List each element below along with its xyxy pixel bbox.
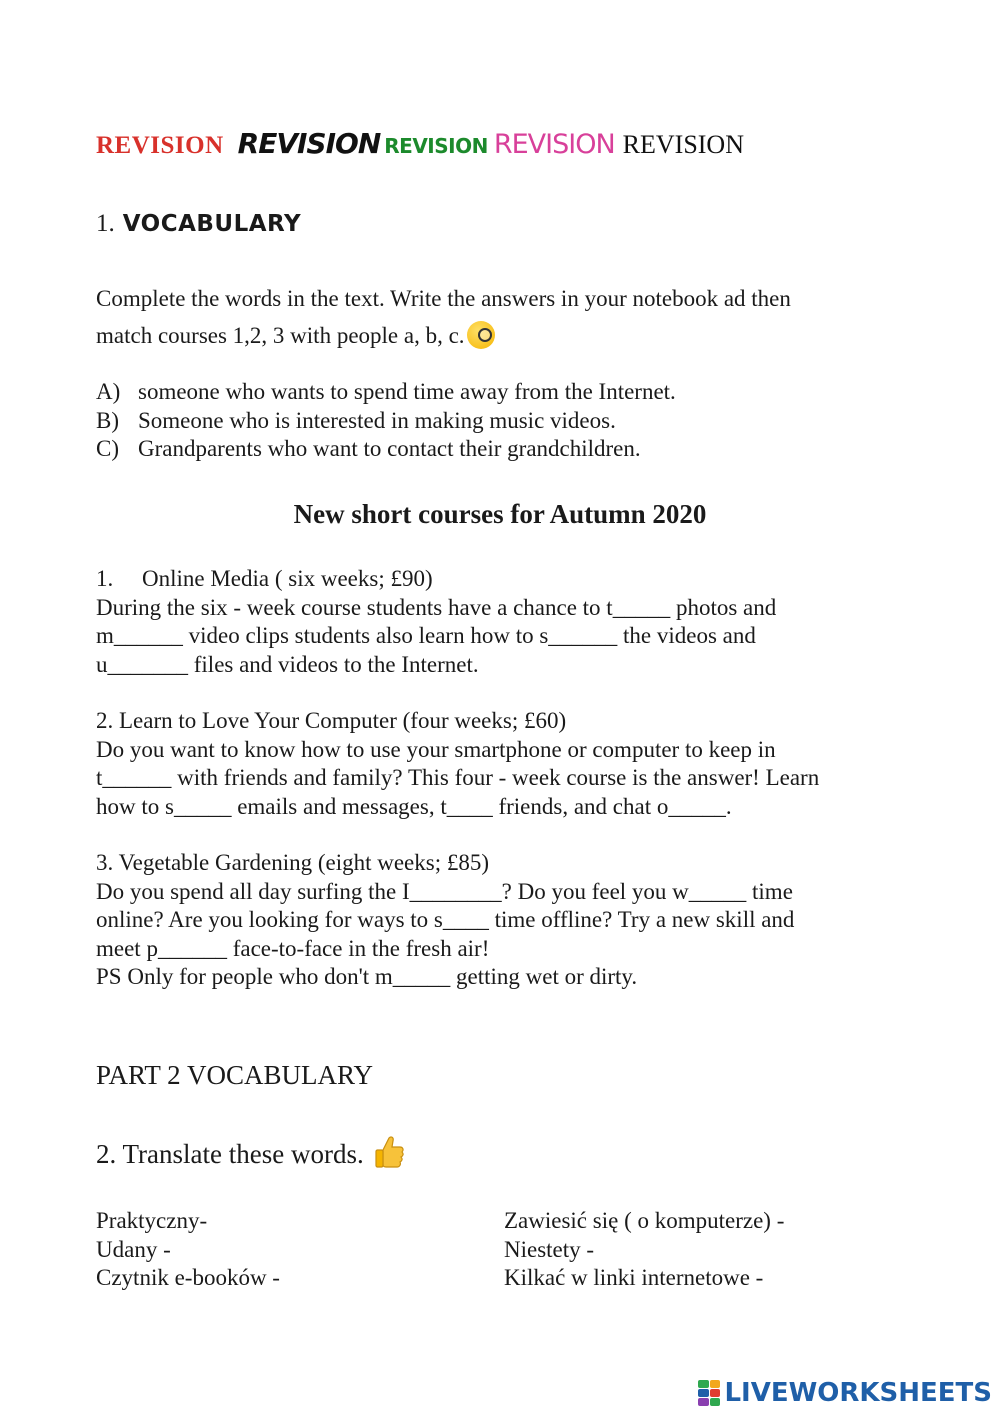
translate-word: Praktyczny- bbox=[96, 1208, 208, 1233]
instructions bbox=[96, 280, 896, 354]
title-revision-4: REVISION bbox=[493, 129, 615, 160]
translate-word: Kilkać w linki internetowe - bbox=[504, 1265, 764, 1290]
part2-heading: PART 2 VOCABULARY bbox=[96, 1060, 373, 1090]
option-letter: A) bbox=[96, 379, 121, 404]
option-a bbox=[96, 378, 676, 407]
title-row bbox=[96, 127, 744, 163]
course-2-line: how to s_____ emails and messages, t____ friends, and chat o_____. bbox=[96, 793, 732, 819]
course-1-title-text: Online Media ( six weeks; £90) bbox=[142, 566, 433, 591]
course-1 bbox=[96, 565, 776, 679]
course-1-number: 1. bbox=[96, 566, 114, 591]
option-b bbox=[96, 407, 676, 436]
option-text: someone who wants to spend time away from the Internet. bbox=[138, 379, 676, 404]
translate-left-column bbox=[96, 1207, 280, 1293]
section1-number: 1. bbox=[96, 210, 115, 237]
instructions-line-1: Complete the words in the text. Write the answers in your notebook ad then bbox=[96, 286, 791, 311]
course-3-line: online? Are you looking for ways to s____ time offline? Try a new skill and bbox=[96, 907, 795, 932]
courses-heading: New short courses for Autumn 2020 bbox=[293, 499, 707, 529]
title-revision-5: REVISION bbox=[622, 130, 744, 159]
option-letter: B) bbox=[96, 407, 119, 433]
course-2 bbox=[96, 707, 819, 821]
instructions-line-2 bbox=[96, 317, 896, 354]
translate-word: Niestety - bbox=[504, 1236, 595, 1262]
course-3-line: PS Only for people who don't m_____ getting wet or dirty. bbox=[96, 964, 638, 989]
option-text: Someone who is interested in making music videos. bbox=[138, 407, 616, 433]
options-list bbox=[96, 378, 676, 464]
course-3-title: 3. Vegetable Gardening (eight weeks; £85) bbox=[96, 850, 490, 875]
course-1-line: u_______ files and videos to the Internet. bbox=[96, 651, 479, 677]
course-2-title: 2. Learn to Love Your Computer (four weeks; £60) bbox=[96, 708, 567, 733]
option-text: Grandparents who want to contact their grandchildren. bbox=[138, 436, 641, 461]
course-2-line: Do you want to know how to use your smartphone or computer to keep in bbox=[96, 736, 776, 762]
course-2-line: t______ with friends and family? This four - week course is the answer! Learn bbox=[96, 765, 820, 790]
course-3 bbox=[96, 849, 794, 992]
title-revision-1: REVISION bbox=[96, 132, 224, 159]
section1-title: VOCABULARY bbox=[122, 211, 302, 237]
face-with-monocle-icon bbox=[467, 321, 495, 349]
instructions-line-2-text: match courses 1,2, 3 with people a, b, c. bbox=[96, 323, 465, 348]
title-revision-3: REVISION bbox=[384, 134, 488, 158]
option-c bbox=[96, 435, 676, 464]
translate-word: Udany - bbox=[96, 1236, 171, 1262]
course-3-line: Do you spend all day surfing the I________? Do you feel you w_____ time bbox=[96, 878, 793, 904]
translate-word: Czytnik e-booków - bbox=[96, 1265, 280, 1290]
task2-text: 2. Translate these words. bbox=[96, 1139, 364, 1169]
option-letter: C) bbox=[96, 436, 119, 461]
course-3-line: meet p______ face-to-face in the fresh air! bbox=[96, 935, 490, 961]
title-revision-2: REVISION bbox=[237, 127, 381, 160]
translate-word: Zawiesić się ( o komputerze) - bbox=[504, 1208, 785, 1233]
course-1-title bbox=[96, 565, 776, 594]
course-1-line: m______ video clips students also learn how to s______ the videos and bbox=[96, 623, 756, 648]
thumbs-up-icon bbox=[374, 1135, 404, 1169]
task2-heading bbox=[96, 1135, 404, 1170]
liveworksheets-logo-text: LIVEWORKSHEETS bbox=[724, 1378, 992, 1408]
section1-heading bbox=[96, 210, 301, 238]
course-1-line: During the six - week course students have a chance to t_____ photos and bbox=[96, 594, 777, 620]
liveworksheets-logo-icon bbox=[698, 1380, 720, 1406]
translate-right-column bbox=[504, 1207, 784, 1293]
liveworksheets-logo[interactable] bbox=[698, 1377, 992, 1409]
